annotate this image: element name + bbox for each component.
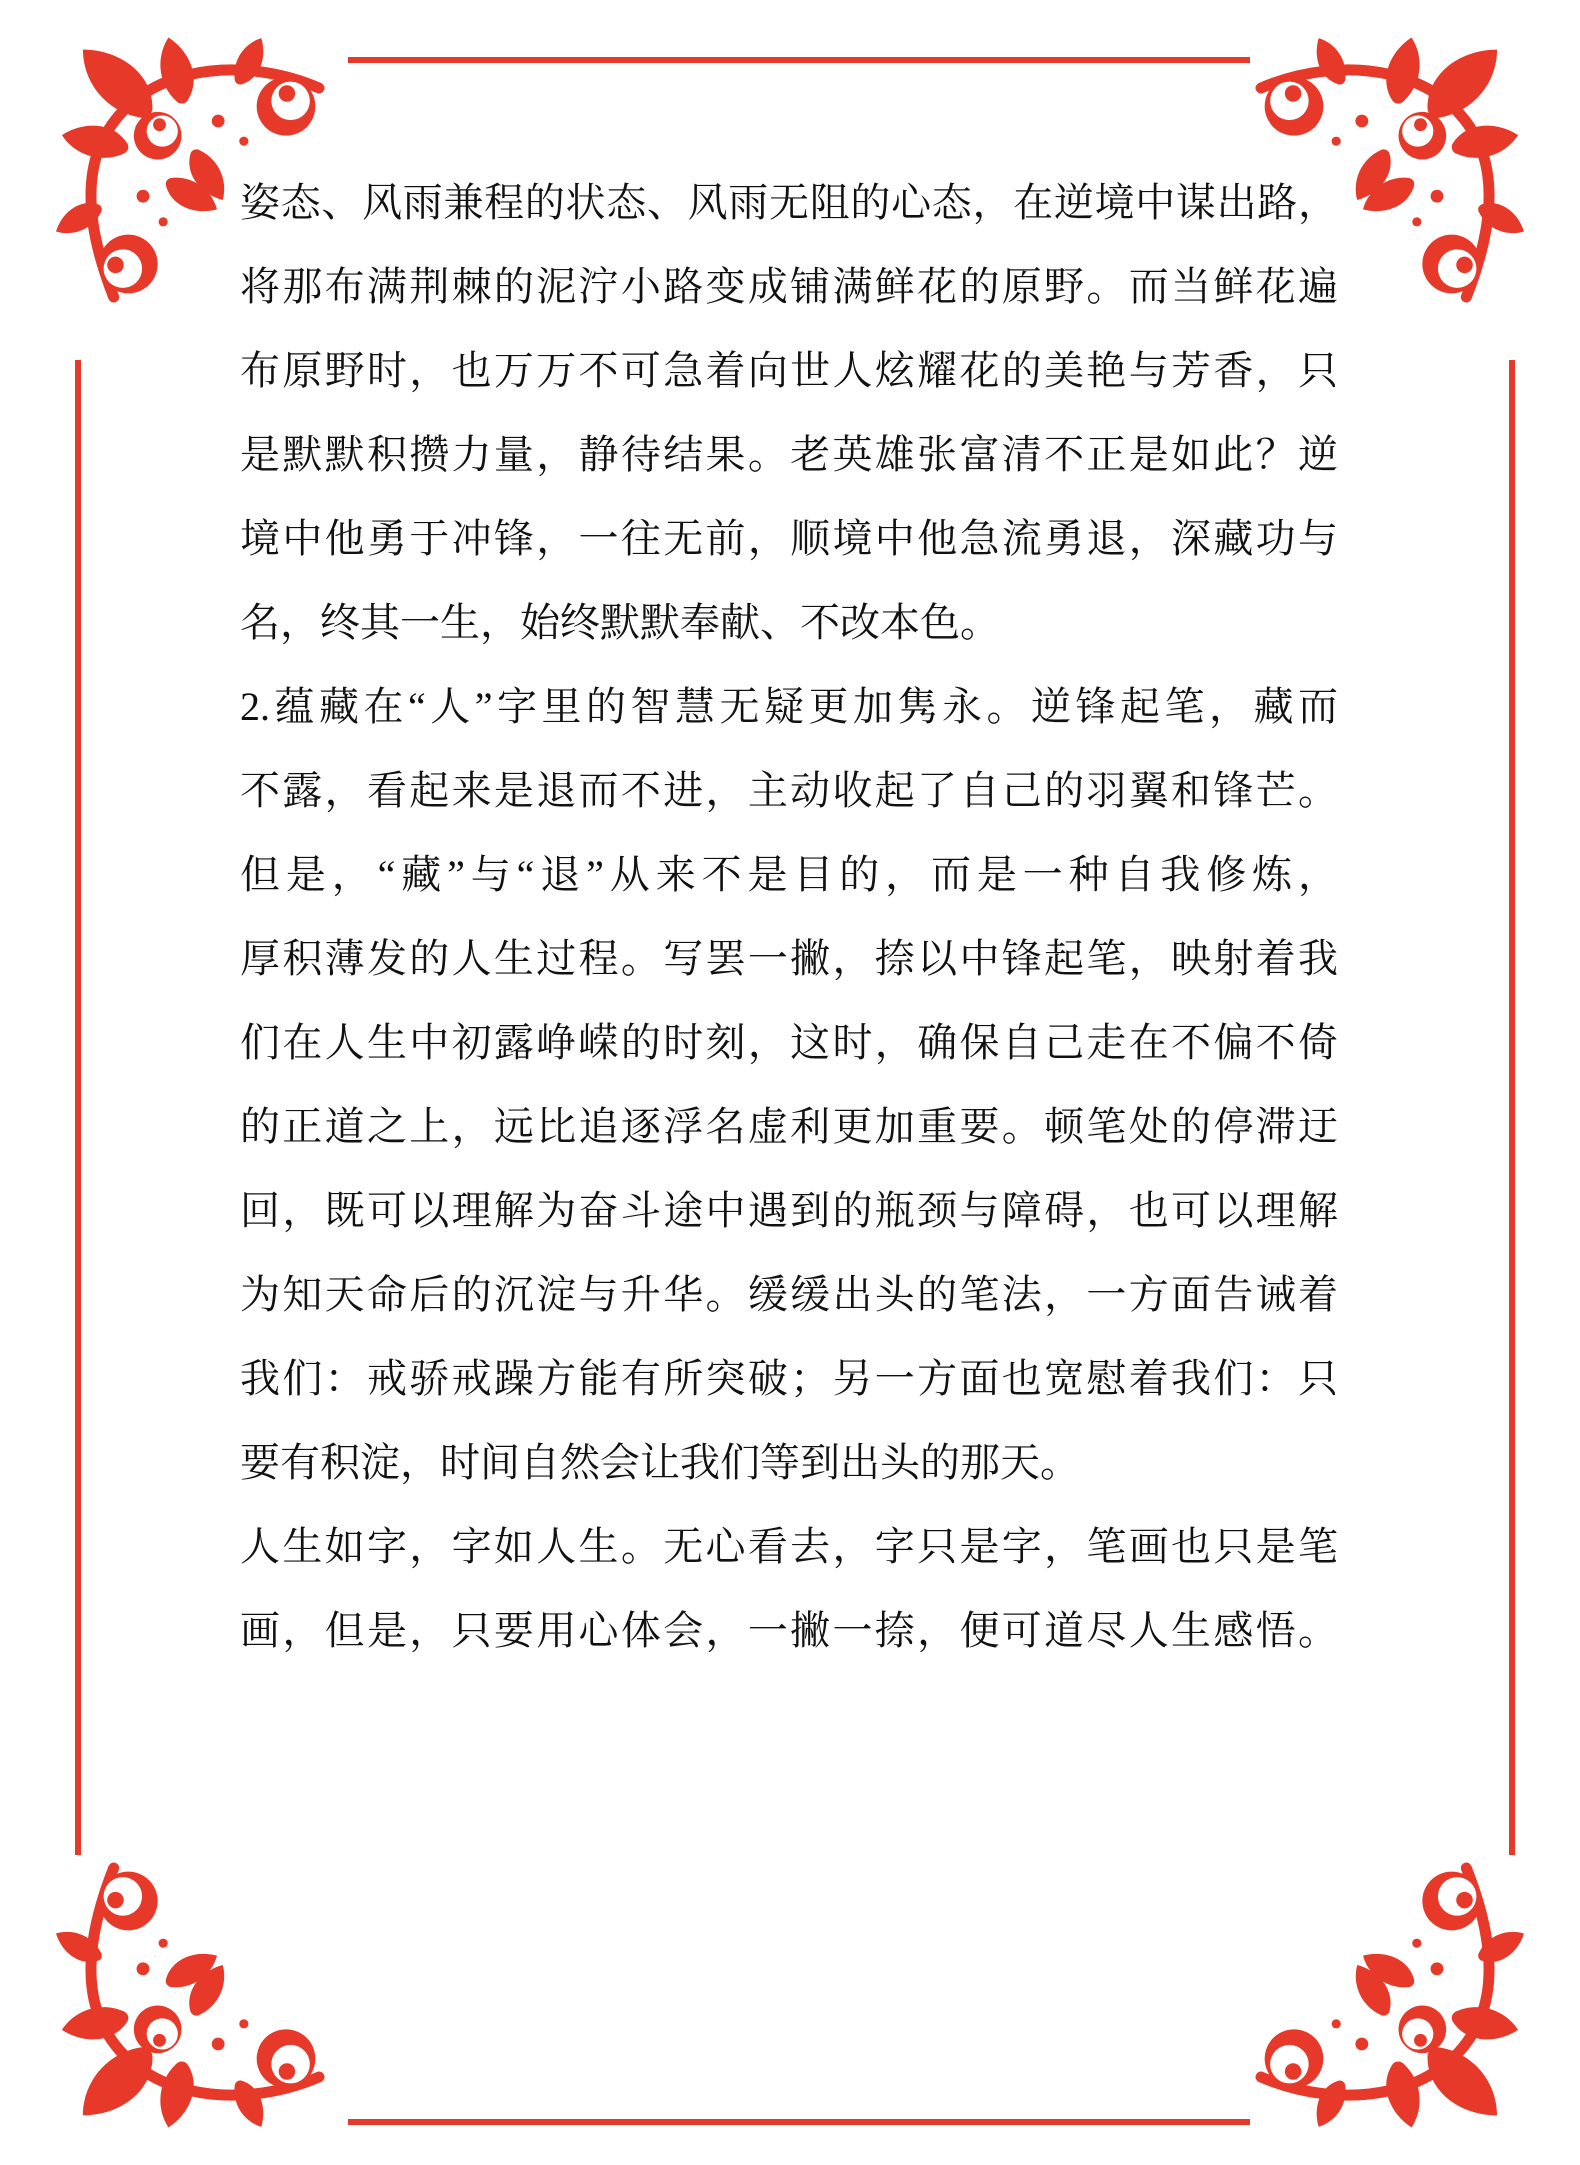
frame-right-rule [1509,360,1515,1855]
text-line: 人生如字，字如人生。无心看去，字只是字，笔画也只是笔 [240,1524,1338,1569]
frame-top-rule [348,57,1250,63]
text-line: 不露，看起来是退而不进，主动收起了自己的羽翼和锋芒。 [240,768,1338,813]
text-line: 布原野时，也万万不可急着向世人炫耀花的美艳与芳香，只 [240,348,1338,393]
text-line: 境中他勇于冲锋，一往无前，顺境中他急流勇退，深藏功与 [240,516,1338,561]
text-line: 是默默积攒力量，静待结果。老英雄张富清不正是如此？逆 [240,432,1338,477]
corner-flourish-bottom-right-icon [1250,1857,1525,2132]
text-line: 为知天命后的沉淀与升华。缓缓出头的笔法，一方面告诫着 [240,1272,1338,1317]
text-line: 将那布满荆棘的泥泞小路变成铺满鲜花的原野。而当鲜花遍 [240,264,1338,309]
text-line: 姿态、风雨兼程的状态、风雨无阻的心态，在逆境中谋出路， [240,180,1338,225]
corner-flourish-bottom-left-icon [55,1857,330,2132]
text-line: 名，终其一生，始终默默奉献、不改本色。 [240,600,1000,645]
text-line: 画，但是，只要用心体会，一撇一捺，便可道尽人生感悟。 [240,1608,1338,1653]
body-text [240,161,1338,1673]
text-line: 但是，“藏”与“退”从来不是目的，而是一种自我修炼， [240,852,1338,897]
text-line: 们在人生中初露峥嵘的时刻，这时，确保自己走在不偏不倚 [240,1020,1338,1065]
text-line: 我们：戒骄戒躁方能有所突破；另一方面也宽慰着我们：只 [240,1356,1338,1401]
frame-bottom-rule [348,2119,1250,2125]
text-line: 厚积薄发的人生过程。写罢一撇，捺以中锋起笔，映射着我 [240,936,1338,981]
text-line: 回，既可以理解为奋斗途中遇到的瓶颈与障碍，也可以理解 [240,1188,1338,1233]
text-line: 要有积淀，时间自然会让我们等到出头的那天。 [240,1440,1080,1485]
text-line: 2.蕴藏在“人”字里的智慧无疑更加隽永。逆锋起笔，藏而 [240,684,1338,729]
text-line: 的正道之上，远比追逐浮名虚利更加重要。顿笔处的停滞迂 [240,1104,1338,1149]
frame-left-rule [75,360,81,1855]
